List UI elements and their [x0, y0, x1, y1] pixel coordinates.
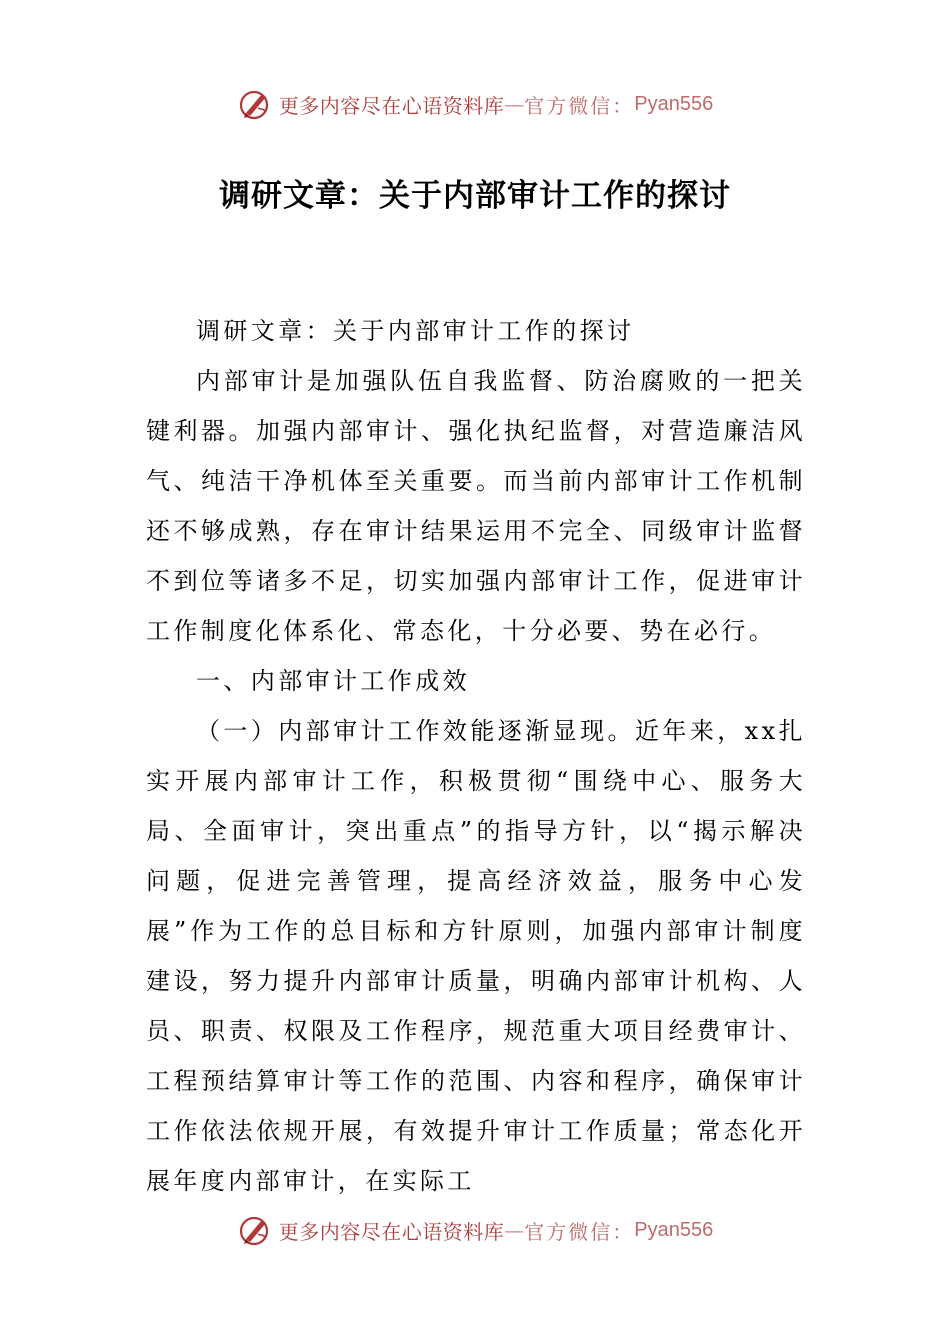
banner-wechat-id: Pyan556 — [634, 92, 714, 115]
pen-circle-logo-icon — [237, 86, 273, 122]
header-banner — [0, 82, 950, 126]
paragraph-subtitle: 调研文章：关于内部审计工作的探讨 — [196, 317, 635, 345]
document-title: 调研文章：关于内部审计工作的探讨 — [219, 178, 731, 214]
banner-text: 更多内容尽在心语资料库 — [278, 93, 505, 118]
banner-wechat-id: Pyan556 — [634, 1218, 714, 1241]
banner-text: 更多内容尽在心语资料库 — [278, 1219, 505, 1244]
footer-banner — [0, 1208, 950, 1252]
banner-separator: — — [504, 1218, 525, 1242]
banner-separator: — — [504, 92, 525, 116]
banner-wechat-label: 官方微信： — [524, 1219, 635, 1244]
pen-circle-logo-icon — [237, 1212, 273, 1248]
paragraph-intro: 内部审计是加强队伍自我监督、防治腐败的一把关键利器。加强内部审计、强化执纪监督，对营造廉洁风气、纯洁干净机体至关重要。而当前内部审计工作机制还不够成熟，存在审计结果运用不完全、同级审计监督不到位等诸多不足，切实加强内部审计工作，促进审计工作制度化体系化、常态化，十分必要、势在必行。 — [146, 367, 806, 645]
paragraph-section-1: （一）内部审计工作效能逐渐显现。近年来，xx扎实开展内部审计工作，积极贯彻“围绕中心、服务大局、全面审计，突出重点”的指导方针，以“揭示解决问题，促进完善管理，提高经济效益，服务中心发展”作为工作的总目标和方针原则，加强内部审计制度建设，努力提升内部审计质量，明确内部审计机构、人员、职责、权限及工作程序，规范重大项目经费审计、工程预结算审计等工作的范围、内容和程序，确保审计工作依法依规开展，有效提升审计工作质量；常态化开展年度内部审计，在实际工 — [146, 717, 806, 1195]
document-body — [146, 306, 806, 1206]
section-heading: 一、内部审计工作成效 — [196, 667, 470, 695]
banner-wechat-label: 官方微信： — [524, 93, 635, 118]
